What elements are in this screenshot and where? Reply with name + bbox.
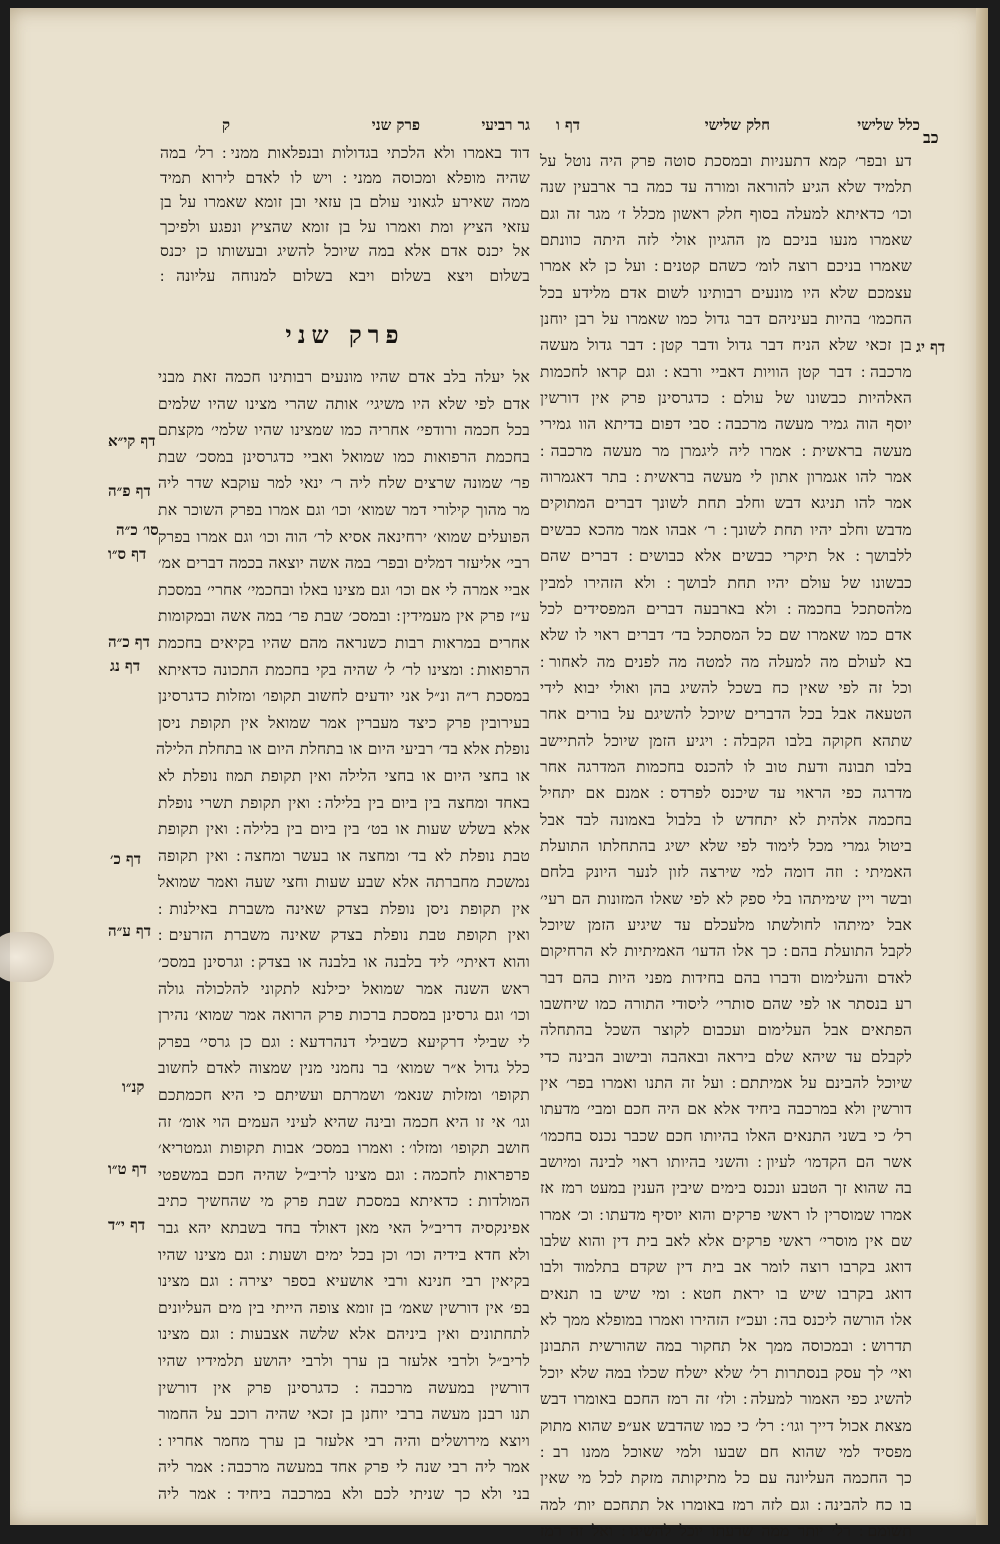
left-column-bottom-line: ולא חדא בידיה וכו׳ וכן בכל ימים ושעות ׃ וגם מצינו שהיו — [158, 1245, 530, 1264]
right-column-line: בחכמה אלהית לא יתחדש לו בלבול באמונה לבד אבל — [540, 810, 912, 829]
left-column-bottom-line: אחרים במראות רבות כשנראה מהם שהיו בקיאים בחכמת — [158, 633, 530, 652]
left-column-bottom-line: במסכת ר״ה ונ״ל אני יודעים לחשוב תקופו׳ ומזלות כדגרסינן — [158, 687, 530, 706]
right-column-line: אבל ימיתהו לחולשתו מלעכלם עד שיגיע הזמן שיוכל — [540, 915, 912, 934]
left-column-bottom-line: אלא בשלש שעות או בט׳ בין ביום בין בלילה ׃ ואין תקופת — [158, 820, 530, 839]
right-column-line: וכו׳ כדאיתא למעלה בסוף חלק ראשון מכלל ז׳ מגר זה וגם — [540, 204, 912, 223]
right-column-line: להשיג כפי האמור למעלה ׃ ולז׳ זה רמז החכם באומרו דבש — [540, 1390, 912, 1409]
left-column-bottom-line: והוא דאיתי׳ ליד בלבנה או בלבנה או בצדק ׃ וגרסינן במסכ׳ — [158, 953, 530, 972]
margin-note-left-7: דף כ׳ — [110, 850, 142, 868]
left-column-bottom-line: וגו׳ אי זו היא חכמה ובינה שהיא לעיני העמים הוי אומ׳ זה — [158, 1112, 530, 1131]
left-column-bottom-line: כלל גדול א״ר שמוא׳ בר נחמני מנין שמצוה לאדם לחשוב — [158, 1059, 530, 1078]
chapter-heading: פרק שני — [285, 320, 405, 349]
right-column-line: ואי׳ לך עסק בנסתרות רל׳ שלא ישלח שכלו במה שלא יוכל — [540, 1363, 912, 1382]
left-column-bottom-line: פרפראות לחכמה ׃ וגם מצינו לריב״ל שהיה חכם במשפטי — [158, 1165, 530, 1184]
page-edge — [976, 8, 988, 1525]
running-head-left-1: גר רביעי — [481, 116, 530, 134]
left-column-top-line: שהיה מופלא ומכוסה ממני ׃ ויש לו לאדם לירוא תמיד — [160, 168, 530, 187]
left-text-column-bottom — [158, 364, 530, 1508]
right-column-line: האלהיות כבשונו של עולם ׃ כדגרסינן פרק אין דורשין — [540, 389, 912, 408]
left-column-bottom-line: תקופו׳ ומזלות שנאמ׳ ושמרתם ועשיתם כי היא חכמתכם — [158, 1086, 530, 1105]
right-column-line: מדבש וחלב יהיו תחת לשונך ׃ ר׳ אבהו אמר מהכא כבשים — [540, 520, 912, 539]
right-column-line: דע ובפר׳ קמא דתעניות ובמסכת סוטה פרק היה נוטל על — [540, 152, 912, 170]
left-column-top-line: אל יכנס אדם אלא במה שיוכל להשיג ובעשותו כן יכנס — [160, 242, 530, 261]
right-column-line: בלבו תבונה ודעת טוב לו להכנס בחכמות המדרגה אחר — [540, 757, 912, 776]
margin-note-left-1: דף קי״א — [108, 432, 156, 450]
running-head-left — [160, 116, 530, 142]
right-column-line: אמר להו תניגא דבש וחלב תחת לשונך דברים המתוקים — [540, 494, 912, 513]
right-column-line: אמר להו אגמרון אתון לי מעשה בראשית ׃ בתר דאגמרוה — [540, 468, 912, 487]
right-column-line: מלהסתכל בחכמה ׃ ולא בארבעה דברים המפסידים לכל — [540, 599, 912, 618]
right-column-line: דורשין ולא במרכבה ביחיד אלא אם היה חכם ומבי׳ מדעתו — [540, 1100, 912, 1119]
right-column-line: שתהא חקוקה בלבו הקבלה ׃ ויגיע הזמן שיוכל להתיישב — [540, 731, 912, 750]
right-column-line: דואג בקרבו שיש בו יראת חטא ׃ ומי שיש בו תנאים — [540, 1284, 912, 1303]
left-column-bottom-line: המולדות ׃ כדאיתא במסכת שבת פרק מי שהחשיך כתיב — [158, 1192, 530, 1211]
left-column-bottom-line: ע״ז פרק אין מעמידין ׃ ובמסכ׳ שבת פר׳ במה אשה ובמקומות — [158, 607, 530, 626]
left-column-bottom-line: או בחצי היום או בחצי הלילה ואין תקופת תמוז נופלת לא — [158, 766, 530, 785]
left-column-bottom-line: לתחתונים ואין ביניהם אלא שלשה אצבעות ׃ וגם מצינו — [158, 1325, 530, 1344]
running-head-right-2: חלק שלישי — [704, 116, 770, 134]
left-column-bottom-line: אביי אמרה לי אם וכו׳ וגם מצינו באלו ובחכמי׳ אחרי׳ במסכת — [158, 580, 530, 599]
left-column-bottom-line: בפ׳ אין דורשין שאמ׳ בן זומא צופה הייתי בין מים העליונים — [158, 1298, 530, 1317]
right-column-line: הפתאים אבל העלימום ועכבום לקוצר השכל בהתחלה — [540, 1021, 912, 1040]
right-column-line: ללבושך ׃ אל תיקרי כבשים אלא כבושים ׃ דברים שהם — [540, 547, 912, 566]
right-column-line: בן זכאי שלא הניח דבר גדול ודבר קטן ׃ דבר גדול מעשה — [540, 336, 912, 355]
right-column-line: מצאת אכול דייך וגו׳ ׃ רל׳ כי כמו שהדבש אע״פ שהוא מתוק — [540, 1416, 912, 1435]
left-column-bottom-line: חושב תקופו׳ ומזלו׳ ׃ ואמרו במסכ׳ אבות תקופות וגמטריא׳ — [158, 1139, 530, 1158]
right-column-line: עצמכם שלא היו מונעים רבותינו לשום אדם מלידע בכל — [540, 283, 912, 302]
right-column-line: ובשר ויין שימיתהו בלי ספק לא לפי שאלו המזונות הם רעי׳ — [540, 889, 912, 908]
left-column-bottom-line: ואין תקופת טבת נופלת בצדק שאינה משברת הזרעים ׃ — [158, 926, 530, 945]
left-column-bottom-line: דורשין במעשה מרכבה ׃ כדגרסינן פרק אין דורשין — [158, 1378, 530, 1397]
right-column-line: שאמרו מנעו בניכם מן ההגיון אולי לזה היתה כוונתם — [540, 231, 912, 250]
right-column-line: שאמרו בניכם רוצה לומ׳ כשהם קטנים ׃ ועל כן לא אמרו — [540, 257, 912, 276]
right-column-line: רל׳ כי בשני התנאים האלו בהיותו חכם שכבר נכנס בחכמו׳ — [540, 1126, 912, 1145]
left-column-bottom-line: אדם לפי שלא היו משיגי׳ אותה שהרי מצינו שהיו שלמים — [158, 394, 530, 413]
right-column-line: בה שהוא זך הטבע ונכנס בימים שיבין הענין במעט רמז אז — [540, 1179, 912, 1198]
running-head-right-1: כלל שלישי — [857, 116, 920, 134]
left-column-bottom-line: פר׳ שמונה שרצים שלח ליה ר׳ ינאי למר עוקבא שדר ליה — [158, 474, 530, 493]
right-column-line: בו כח להבינה ׃ וגם לזה רמז באומרו אל תתחכם יות׳ למה — [540, 1495, 912, 1514]
margin-note-right: דף יג — [916, 338, 946, 356]
right-column-line: בא לעולם מה למעלה מה למטה מה לפנים מה לאחור ׃ — [540, 652, 912, 671]
margin-note-left-8: דף ע״ה — [108, 922, 152, 940]
left-column-bottom-line: לריב״ל ולרבי אלעזר בן ערך ולרבי יהושע תלמידיו שהיו — [158, 1351, 530, 1370]
left-column-bottom-line: נמשכת מחברתה אלא שבע שעות וחצי שעה ואמר שמואל — [158, 873, 530, 892]
left-column-bottom-line: טבת נופלת לא בד׳ ומחצה או בעשר ומחצה ׃ ואין תקופה — [158, 846, 530, 865]
margin-note-left-10: דף ט״ו — [108, 1160, 147, 1178]
margin-note-left-11: דף י״ד — [108, 1216, 146, 1234]
running-head-right-3: דף ו — [555, 116, 580, 134]
right-column-line: לאדם והעלימום ודברו בהם בחידות מפני היות בהם דבר — [540, 968, 912, 987]
right-column-line: שם אין מוסרי׳ ראשי פרקים אלא לאב בית דין והוא שלבו — [540, 1232, 912, 1251]
left-column-bottom-line: נופלת אלא בד׳ רביעי היום או בתחלת היום או בתחלת הלילה — [156, 740, 530, 759]
left-column-bottom-line: ויוצא מירושלים והיה רבי אלעזר בן ערך מחמר אחריו ׃ — [158, 1431, 530, 1450]
left-column-bottom-line: אפינקסיה דריב״ל האי מאן דאולד בחד בשבתא יהא גבר — [158, 1219, 530, 1237]
right-column-line: החכמו׳ בהיות בעיניהם דבר גדול כמו שאמרו על רבן יוחנן — [540, 310, 912, 329]
right-column-line: מעשה בראשית ׃ אמרו ליה ליגמרן מר מעשה מרכבה ׃ — [540, 441, 912, 460]
left-column-bottom-line: מר מהוך קילורי דמר שמוא׳ וכו׳ וגם אמרו בפרק השוכר את — [158, 500, 530, 519]
right-column-line: דואג בקרבו רוצה לומר אב בית דין שקדם בתלמוד ולבו — [540, 1258, 912, 1277]
right-column-line: תלמיד שלא הגיע להוראה ומורה עד כמה בר ארבעין שנה — [540, 178, 912, 197]
left-column-bottom-line: אין תקופת ניסן נופלת בצדק שאינה משברת באילנות ׃ — [158, 899, 530, 918]
right-column-line: הטעאה אבל בכל הדברים שיוכל להשיגם על בורים אחר — [540, 705, 912, 724]
right-column-line: האמיתי ׃ וזה דומה למי שירצה לזון לנער היונק בלחם — [540, 863, 912, 882]
right-column-line: שיוכל להבינם על אמיתתם ׃ ועל זה התנו ואמרו בפר׳ אין — [540, 1074, 912, 1093]
left-column-top-line: בשלום ויצא בשלום ויבא בשלום למנוחה עליונה ׃ — [160, 266, 530, 285]
right-column-line: ביטול גמרי מכל לימוד לפי שלא ישיג בהתחלתו התועלת — [540, 836, 912, 855]
margin-note-left-6: דף נג — [110, 657, 141, 675]
running-head-right — [545, 116, 920, 142]
book-page — [10, 8, 988, 1540]
right-column-line: אמרו שמוסרין לו ראשי פרקים והוא יוסיף מדעתו ׃ וכ׳ אמרו — [540, 1205, 912, 1224]
left-column-bottom-line: ראש השנה אמר שמואל יכילנא לתקוני להלכולה גולה — [158, 979, 530, 998]
right-column-line: אדם כמו שאמרו שם כל המסתכל בד׳ דברים ראוי לו שלא — [540, 626, 912, 645]
right-column-line: מרכבה ׃ דבר קטן הוויות דאביי ורבא ׃ וגם קראו לחכמות — [540, 362, 912, 381]
left-column-bottom-line: בחכמת הרפואות כמו שמואל ואביי כדגרסינן במסכ׳ שבת — [158, 447, 530, 466]
thumb-smudge — [0, 932, 54, 982]
margin-note-left-2: דף פ״ה — [108, 482, 151, 500]
right-column-line: כך החכמה העליונה עם כל מתיקותה מזקת לכל מי שאין — [540, 1469, 912, 1488]
left-column-bottom-line: בכל חכמה ורודפי׳ אחריה כמו שמצינו שהיו שלמי׳ מקצתם — [158, 421, 530, 440]
left-column-top-line: ממה שאירע לגאוני עולם בן עזאי ובן זומא שאמרו על בן — [160, 193, 530, 212]
right-column-line: תשומם ׃ רל׳ יותר ממה שדעתו יוכל להשיגו ׃ ואל זה רמז — [540, 1521, 912, 1540]
left-text-column-top — [160, 141, 530, 289]
right-column-line: לקבלם עד שיהא שלם ביראה ובאהבה ובישוב הבינה כדי — [540, 1047, 912, 1066]
right-column-line: כבשונו של עולם יהיו תחת לבושך ׃ ולא הזהירו למבין — [540, 573, 912, 592]
right-column-line: לקבל התועלת בהם ׃ כך אלו הדעו׳ האמיתיות לא הרחיקום — [540, 942, 912, 961]
right-column-line: רע בנסתר או לפי שהם סותרי׳ ליסודי התורה כמו שיחשבו — [540, 995, 912, 1013]
left-column-bottom-line: הפועלים שמוא׳ ירחינאה אסיא לר׳ הוה וכו׳ וגם אמרו בפרק — [158, 527, 530, 546]
margin-note-left-9: קנ״ו — [122, 1078, 145, 1096]
margin-note-left-4: דף ס״ו — [108, 545, 147, 563]
margin-note-left-5: דף כ״ה — [108, 633, 150, 651]
left-column-top-line: עזאי הציץ ומת ואמרו על בן זומא שהציץ ונפגע ולפיכך — [160, 217, 530, 236]
folio-number: כב — [923, 128, 939, 147]
left-column-bottom-line: הרפואות ׃ ומצינו לר׳ ל׳ שהיה בקי בחכמת התכונה כדאיתא — [158, 660, 530, 679]
left-column-bottom-line: בקיאין רבי חנינא ורבי אושעיא בספר יצירה ׃ וגם מצינו — [158, 1272, 530, 1291]
right-column-line: תדרוש ׃ ובמכוסה ממך אל תחקור במה שהורשית התבונן — [540, 1337, 912, 1356]
left-column-bottom-line: לי שבילי דרקיעא כשבילי דנהרדעא ׃ וגם כן גרסי׳ בפרק — [158, 1032, 530, 1051]
left-column-bottom-line: בני ולא כך שניתי לכם ולא במרכבה ביחיד ׃ אמר ליה — [158, 1484, 530, 1503]
running-head-left-2: פרק שני — [371, 116, 420, 134]
left-column-bottom-line: רבי׳ אליעזר דמלים ובפר׳ במה אשה יוצאה בכמה דברים אמ׳ — [158, 554, 530, 573]
right-text-column — [540, 148, 912, 1544]
left-column-bottom-line: תנו רבנן מעשה ברבי יוחנן בן זכאי שהיה רוכב על החמור — [158, 1405, 530, 1424]
left-column-bottom-line: בעירובין פרק כיצד מעברין אמר שמואל אין תקופת ניסן — [158, 713, 530, 732]
running-head-left-3: ק — [221, 116, 230, 134]
margin-note-left-3: סו׳ כ״ה — [116, 521, 159, 539]
left-column-bottom-line: אמר ליה רבי שנה לי פרק אחד במעשה מרכבה ׃ אמר ליה — [158, 1458, 530, 1477]
left-column-bottom-line: וכו׳ וגם גרסינן במסכת ברכות פרק הרואה אמר שמוא׳ נהירן — [158, 1006, 530, 1025]
right-column-line: מפסיד למי שהוא חם שבעו ולמי שאוכל ממנו רב ׃ — [540, 1442, 912, 1461]
left-column-bottom-line: אל יעלה בלב אדם שהיו מונעים רבותינו חכמה זאת מבני — [158, 368, 530, 386]
right-column-line: מדרגה כפי הראוי עד שיכנס לפרדס ׃ אמנם אם יתחיל — [540, 784, 912, 803]
right-column-line: יוסף הוה גמיר מעשה מרכבה ׃ סבי דפום בדיתא הוו גמירי — [540, 415, 912, 434]
right-column-line: אלו הורשה ליכנס בה ׃ ועכ״ז הזהירו ואמרו במופלא ממך לא — [540, 1311, 912, 1330]
left-column-top-line: דוד באמרו ולא הלכתי בגדולות ובנפלאות ממני ׃ רל׳ במה — [160, 144, 530, 162]
left-column-bottom-line: באחד ומחצה בין ביום בין בלילה ׃ ואין תקופת תשרי נופלת — [158, 793, 530, 812]
right-column-line: אשר הם הקדמו׳ לעיון ׃ והשני בהיותו ראוי לבינה ומיושב — [540, 1153, 912, 1172]
right-column-line: וכל זה לפי שאין כח בשכל להשיג בהן ואולי יבוא לידי — [540, 678, 912, 697]
